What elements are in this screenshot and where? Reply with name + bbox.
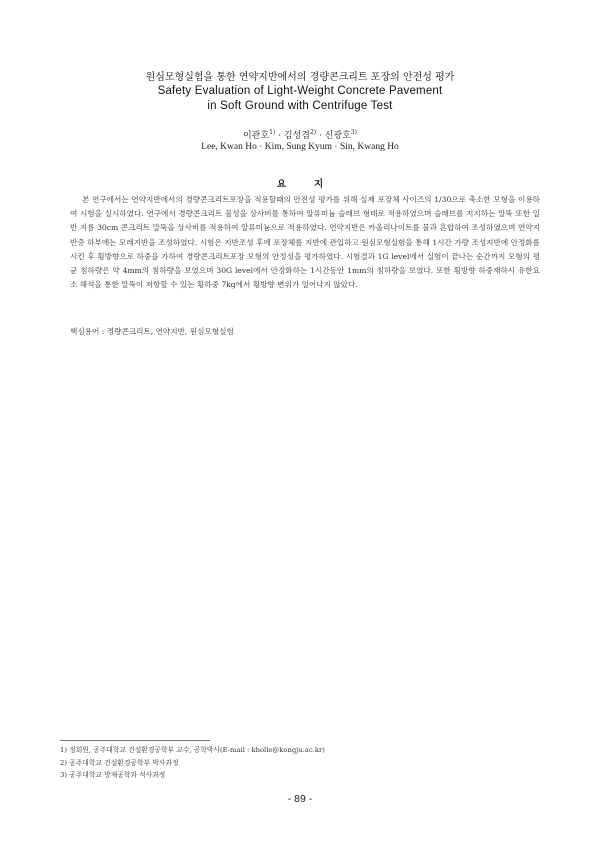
author-1-mark: 1): [269, 129, 276, 136]
author-separator: ·: [319, 131, 322, 141]
abstract-heading: 요지: [276, 179, 352, 190]
paper-title-korean: 원심모형실험을 통한 연약지반에서의 경량콘크리트 포장의 안전성 평가: [145, 72, 455, 83]
footnote-rule: [60, 740, 210, 741]
author-3-mark: 3): [350, 129, 358, 136]
author-3-name: 신광호: [324, 131, 351, 141]
author-2-mark: 2): [309, 129, 317, 136]
paper-title-english-line1: Safety Evaluation of Light-Weight Concrete Pavement: [157, 85, 443, 97]
footnotes: [60, 744, 540, 782]
authors-korean: [0, 128, 600, 141]
keywords: 핵심용어 : 경량콘크리트, 연약지반, 원심모형실험: [70, 327, 234, 336]
paper-title-english-line2: in Soft Ground with Centrifuge Test: [207, 100, 393, 112]
author-2-name: 김성겸: [283, 131, 310, 141]
footnote-item: 1) 정회원, 공주대학교 건설환경공학부 교수, 공학박사(E-mail : kholle@kongju.ac.kr): [60, 746, 325, 754]
abstract-text: 본 연구에서는 연약지반에서의 경량콘크리트포장을 적용할때의 안전성 평가를 위해 실제 포장체 사이즈의 1/30으로 축소한 모형을 이용하여 시험을 실시하였다. 연구에서 경량콘크리트 물성을 상사비를 통하여 알류미늄 슬래브 형태로 적용하였으며 슬래브를 지지하는 말뚝 또한 일반 지름 30cm 콘크리트 말뚝을 상사비를 적용하여 알류미늄으로 적용하였다. 연약지반은 카올리나이트를 물과 혼합하여 조성하였으며 연약지반층 하부에는 모래지반을 조성하였다. 시험은 지반조성 후에 포장체를 지반에 관입하고 원심모형실험을 통해 1시간 가량 조성지반에 안정화를 시킨 후 횡방향으로 하중을 가하여 경량콘크리트포장 모형의 안정성을 평가하였다. 시험결과 1G level에서 실험이 끝나는 순간까지 모형의 평균 침하량은 약 4mm의 침하량을 보였으며 30G level에서 안정화하는 1시간동안 1mm의 침하량을 보였다. 또한 횡방향 하중재하시 유한요소 해석을 통한 말뚝이 저항할 수 있는 횡하중 7kg에서 횡방향 변위가 일어나지 않았다.: [70, 195, 540, 290]
footnote-item: 2) 공주대학교 건설환경공학부 박사과정: [60, 758, 179, 767]
author-1-name: 이관호: [242, 131, 270, 141]
footnote-item: 3) 공주대학교 방재공학과 석사과정: [60, 771, 166, 779]
author-separator: ·: [278, 131, 281, 141]
paper-title-english: [0, 84, 600, 114]
authors-english: Lee, Kwan Ho · Kim, Sung Kyum · Sin, Kwang Ho: [201, 142, 399, 152]
page-number: - 89 -: [287, 793, 313, 805]
